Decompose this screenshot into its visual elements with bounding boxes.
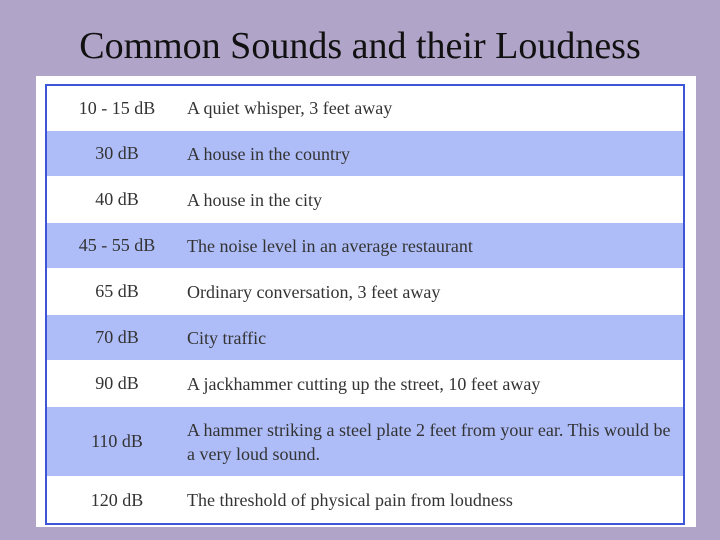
- decibel-level: 110 dB: [91, 431, 143, 451]
- table-row: [47, 477, 683, 523]
- table-row: [47, 223, 683, 269]
- table-row: [47, 131, 683, 177]
- decibel-level: 10 - 15 dB: [78, 97, 156, 118]
- decibel-level: 70 dB: [95, 327, 139, 347]
- sound-description: City traffic: [187, 327, 267, 348]
- table-row: [47, 86, 683, 131]
- sound-description: The threshold of physical pain from loudness: [187, 490, 513, 510]
- decibel-level: 65 dB: [95, 281, 139, 301]
- table-frame: [36, 76, 696, 527]
- table-row: [47, 269, 683, 315]
- decibel-level: 45 - 55 dB: [78, 235, 156, 255]
- decibel-level: 120 dB: [90, 489, 144, 510]
- sound-description: Ordinary conversation, 3 feet away: [187, 281, 441, 302]
- table-row: [47, 177, 683, 223]
- table-row: [47, 407, 683, 477]
- sound-loudness-table: [45, 84, 685, 525]
- sound-description: A house in the country: [187, 143, 350, 164]
- table-row: [47, 315, 683, 361]
- sound-description: A quiet whisper, 3 feet away: [187, 98, 393, 118]
- table-row: [47, 361, 683, 407]
- sound-description: A hammer striking a steel plate 2 feet from your ear. This would be a very loud sound.: [187, 419, 671, 464]
- slide-title: Common Sounds and their Loudness: [79, 25, 641, 67]
- sound-description: A jackhammer cutting up the street, 10 feet away: [187, 373, 541, 394]
- sound-description: The noise level in an average restaurant: [187, 235, 473, 256]
- decibel-level: 30 dB: [95, 143, 139, 163]
- sound-description: A house in the city: [187, 189, 322, 210]
- decibel-level: 40 dB: [95, 189, 139, 209]
- decibel-level: 90 dB: [95, 373, 139, 393]
